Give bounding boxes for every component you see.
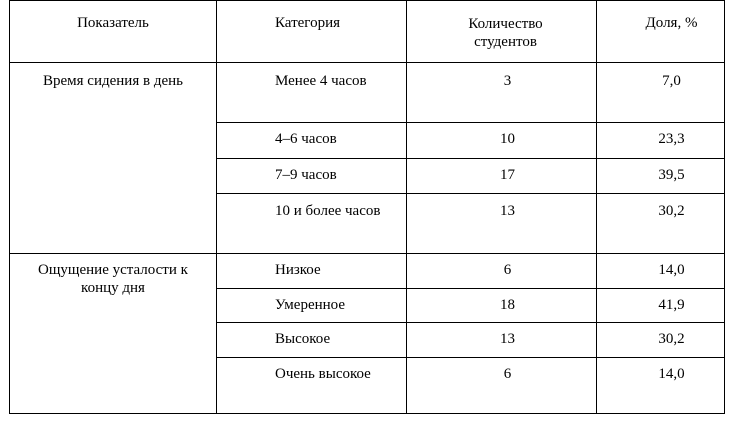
- category-cell: 7–9 часов: [217, 159, 407, 194]
- header-indicator: Показатель: [10, 1, 217, 63]
- share-cell: 7,0: [597, 63, 725, 123]
- count-cell: 17: [407, 159, 597, 194]
- count-cell: 3: [407, 63, 597, 123]
- indicator-text: Ощущение усталости к концу дня: [38, 262, 188, 296]
- count-cell: 6: [407, 254, 597, 289]
- share-cell: 30,2: [597, 323, 725, 358]
- share-cell: 39,5: [597, 159, 725, 194]
- count-cell: 13: [407, 323, 597, 358]
- share-cell: 14,0: [597, 358, 725, 414]
- category-cell: Менее 4 часов: [217, 63, 407, 123]
- data-table: [9, 0, 725, 414]
- category-cell: 10 и более часов: [217, 194, 407, 254]
- data-table-container: [9, 0, 724, 426]
- share-cell: 14,0: [597, 254, 725, 289]
- indicator-cell: Время сидения в день: [10, 63, 217, 254]
- header-count: [407, 1, 597, 63]
- count-cell: 18: [407, 289, 597, 323]
- indicator-cell: [10, 254, 217, 414]
- count-cell: 13: [407, 194, 597, 254]
- header-share: Доля, %: [597, 1, 725, 63]
- count-cell: 10: [407, 123, 597, 159]
- table-row: [10, 254, 725, 289]
- share-cell: 23,3: [597, 123, 725, 159]
- category-cell: Очень высокое: [217, 358, 407, 414]
- header-count-text: Количество студентов: [468, 16, 543, 50]
- header-category: Категория: [217, 1, 407, 63]
- category-cell: Низкое: [217, 254, 407, 289]
- table-row: [10, 63, 725, 123]
- category-cell: Умеренное: [217, 289, 407, 323]
- share-cell: 30,2: [597, 194, 725, 254]
- table-header-row: [10, 1, 725, 63]
- count-cell: 6: [407, 358, 597, 414]
- category-cell: Высокое: [217, 323, 407, 358]
- category-cell: 4–6 часов: [217, 123, 407, 159]
- share-cell: 41,9: [597, 289, 725, 323]
